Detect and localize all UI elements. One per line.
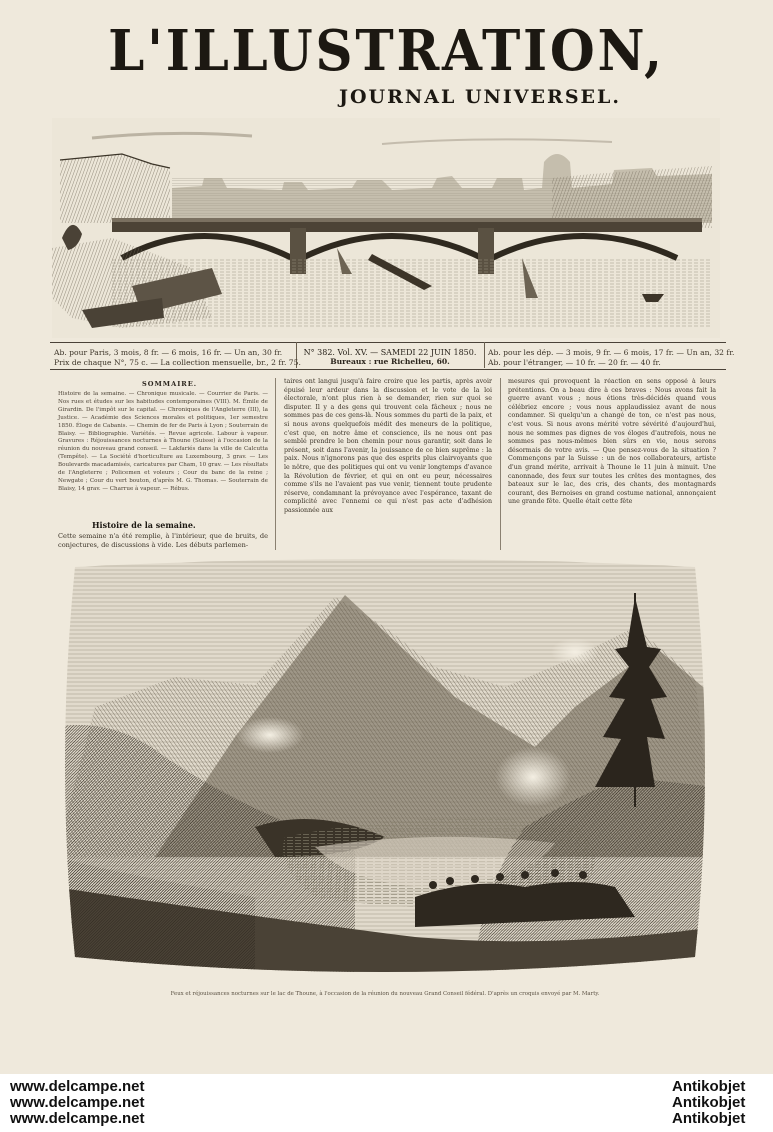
watermark-left-2: www.delcampe.net xyxy=(10,1094,145,1111)
watermark-right-2: Antikobjet xyxy=(672,1094,746,1111)
sommaire-text: Histoire de la semaine. — Chronique musicale. — Courrier de Paris. — Nos rues et études sur les habitudes contemporaines (VIII). M. Émile de Girardin. De l'impôt sur le capital. — Chroniques de l'Angleterre (III), la Justice. — Académie des Sciences morales et politiques, 1er semestre 1850. Éloge de Cabanis. — Chemin de fer de Paris à Lyon ; Souterrain de Blaisy. — Bibliographie. Variétés. — Revue agricole. Labour à vapeur. Gravures : Réjouissances nocturnes à Thoune (Suisse) à l'occasion de la réunion du nouveau grand conseil. — Lakfariés dans la ville de Calcutta (Tempête). — La Société d'horticulture au Luxembourg, 3 grav. — Les Boulevards macadamisés, caricatures par Cham, 10 grav. — Les résultats de l'Angleterre ; Policemen et voleurs ; Cour du banc de la reine ; Newgate ; Cour du vert bouton, d'après M. G. Thomas. — Souterrain de Blaisy, 14 grav. — Charrue à vapeur. — Rébus. xyxy=(58,391,268,492)
histoire-heading: Histoire de la semaine. xyxy=(92,520,196,530)
info-bar-top-rule xyxy=(50,342,726,343)
watermark-left-1: www.delcampe.net xyxy=(10,1078,145,1095)
subscription-departments: Ab. pour les dép. — 3 mois, 9 fr. — 6 mois, 17 fr. — Un an, 32 fr. xyxy=(488,348,735,357)
column-middle-text: taires ont langui jusqu'à faire croire que les partis, après avoir épuisé leur ardeur dans la discussion et le vote de la loi électorale, n'ont plus rien à se demander, rien sur quoi se disputer. Il y a des gens qui trouvent cela fâcheux ; nous ne sommes pas de ces gens-là. Nous sommes du parti de la paix, et si nous avons quelquefois médit des meneurs de la politique, c'est que, en notre âme et conscience, ils ne nous ont pas semblé prendre le bon chemin pour nous garantir, soit dans le présent, soit dans l'avenir, la jouissance de ce bien suprême : la paix. Nous n'ignorons pas que des esprits plus clairvoyants que le nôtre, que des politiques qui ont vu venir longtemps d'avance la Révolution de février, et qui en ont eu peur, nécessaires comme s'ils ne l'avaient pas vue venir, tiennent toute prudente réserve, condamnant la prévoyance avec l'espérance, taxant de complicité avec l'ennemi ce qui n'est pas acte d'adhésion passionnée aux xyxy=(284,378,492,514)
watermark-left-3: www.delcampe.net xyxy=(10,1110,145,1127)
column-right-text: mesures qui provoquent la réaction en sens opposé à leurs prétentions. On a beau dire à ces braves : Nous avons fait la guerre avant vous ; nous étions très-décidés quand vous célébriez encore ; vous nous applaudissiez avant de nous condamner. Si quelqu'un a changé de ton, ce n'est pas nous, c'est vous. Si nous avons mérité votre sévérité d'aujourd'hui, nous ne sommes pas dignes de vos éloges d'autrefois, nous ne sommes pas nous-mêmes bien sûrs en vie, nous serons désormais de votre avis. — Que pensez-vous de la situation ? Commençons par la Suisse : un de nos collaborateurs, artiste d'un grand mérite, arrivait à Thoune le 11 juin à minuit. Une canonnade, des feux sur toutes les crêtes des montagnes, des bateaux sur le lac, des cris, des chants, des montagnards courant, des Bernoises en grand costume national, annonçaient une grande fête. Quelle était cette fête xyxy=(508,378,716,506)
issue-number-date: N° 382. Vol. XV. — SAMEDI 22 JUIN 1850. xyxy=(303,348,477,357)
masthead-subtitle: JOURNAL UNIVERSEL. xyxy=(339,86,621,108)
engraving-lake-thun xyxy=(55,557,715,982)
info-bar-bottom-rule xyxy=(50,369,726,370)
price-per-issue: Prix de chaque N°, 75 c. — La collection mensuelle, br., 2 fr. 75. xyxy=(54,358,301,367)
masthead-title: L'ILLUSTRATION, xyxy=(108,18,665,84)
subscription-paris: Ab. pour Paris, 3 mois, 8 fr. — 6 mois, 16 fr. — Un an, 30 fr. xyxy=(54,348,283,357)
watermark-right-1: Antikobjet xyxy=(672,1078,746,1095)
histoire-text: Cette semaine n'a été remplie, à l'intérieur, que de bruits, de conjectures, de discussions à vide. Les débuts parlemen- xyxy=(58,532,268,549)
column-divider-2 xyxy=(500,378,501,550)
sommaire-heading: SOMMAIRE. xyxy=(142,380,198,388)
office-address: Bureaux : rue Richelieu, 60. xyxy=(330,357,450,366)
watermark-right-3: Antikobjet xyxy=(672,1110,746,1127)
watermark-strip xyxy=(0,1074,773,1132)
subscription-abroad: Ab. pour l'étranger, — 10 fr. — 20 fr. — 40 fr. xyxy=(488,358,661,367)
column-divider-1 xyxy=(275,378,276,550)
engraving-caption: Feux et réjouissances nocturnes sur le lac de Thoune, à l'occasion de la réunion du nouveau Grand Conseil fédéral. D'après un croquis envoyé par M. Marty. xyxy=(170,991,600,997)
masthead-engraving-bridge xyxy=(52,118,720,338)
info-bar-divider-right xyxy=(484,342,485,368)
